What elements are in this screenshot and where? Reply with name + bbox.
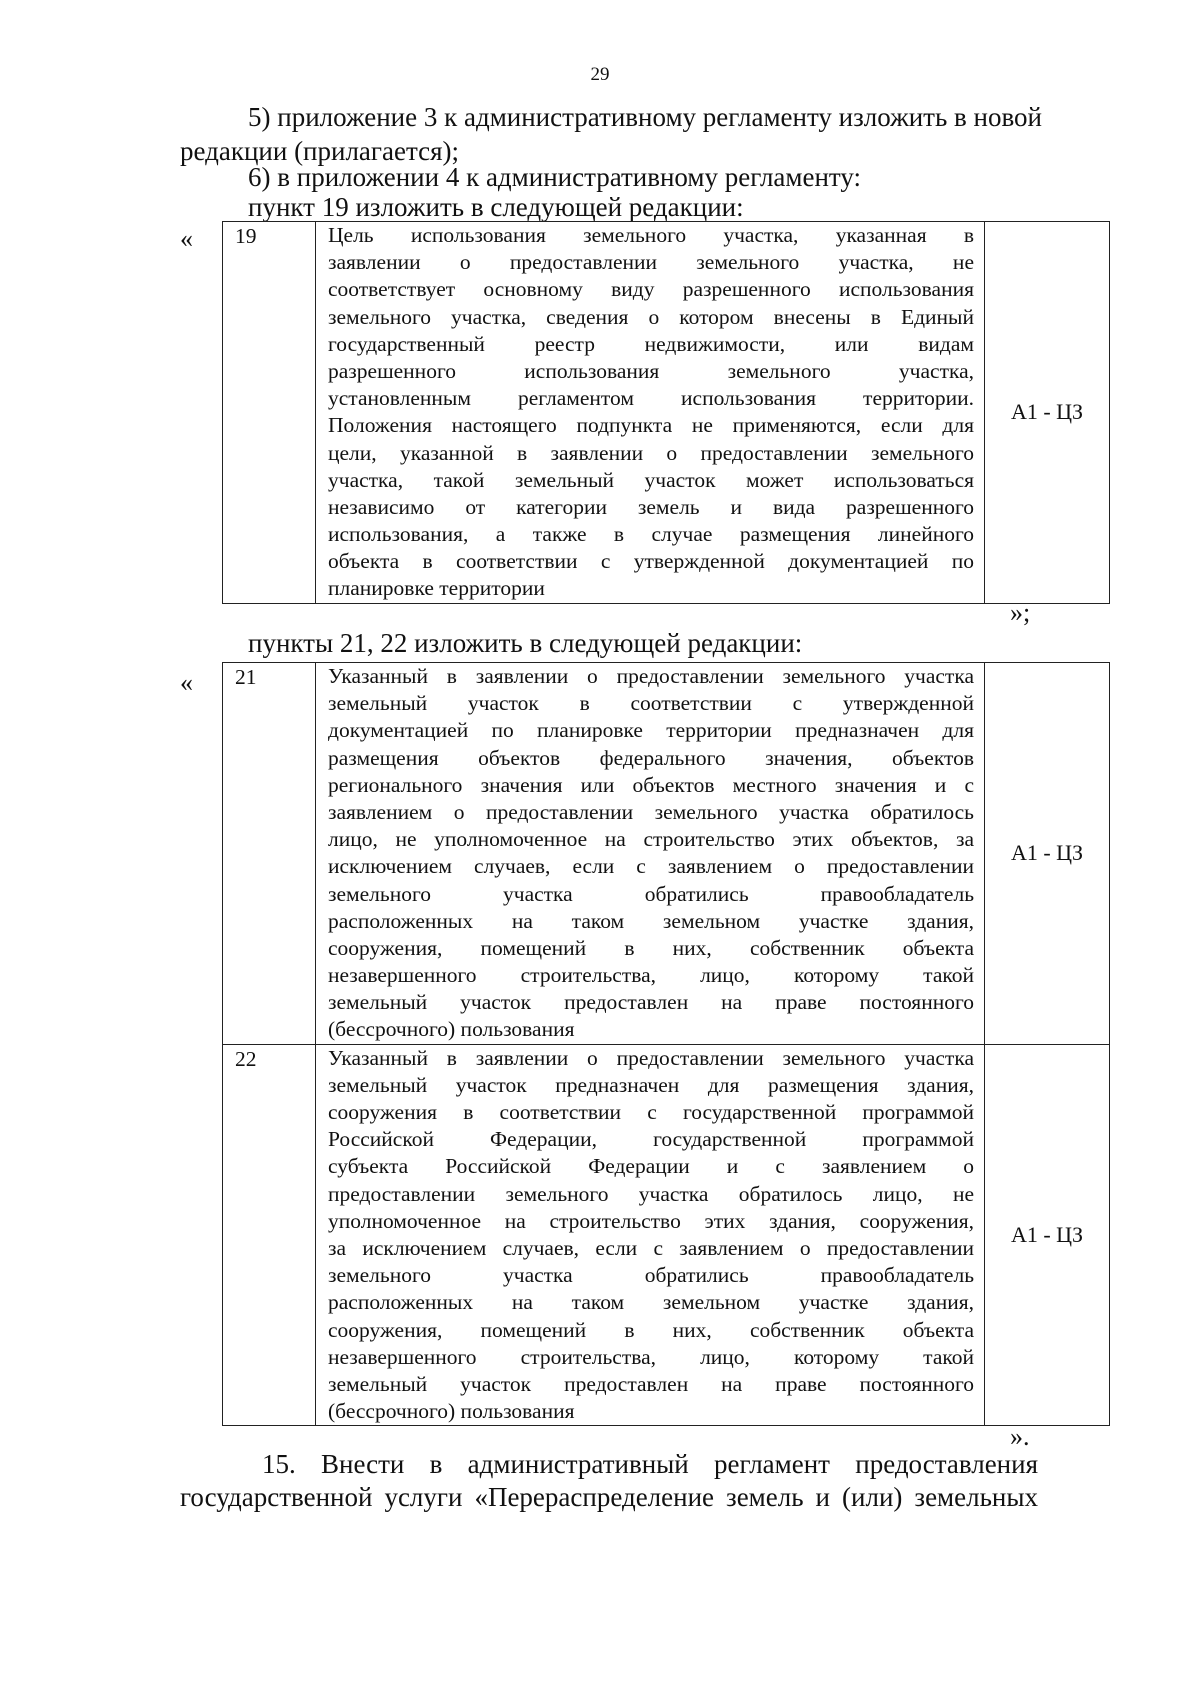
p19-intro: пункт 19 изложить в следующей редакции: bbox=[248, 192, 744, 222]
row-text bbox=[316, 1044, 985, 1426]
quote-close-2: ». bbox=[1010, 1422, 1030, 1451]
table-p21-22 bbox=[222, 662, 1110, 1426]
table-p19 bbox=[222, 221, 1110, 604]
text-line: предоставлении земельного участка обратилось лицо, не bbox=[328, 1181, 974, 1206]
text-line: исключением случаев, если с заявлением о предоставлении bbox=[328, 854, 974, 879]
text-line: государственный реестр недвижимости, или видам bbox=[328, 331, 974, 356]
row-code: А1 - ЦЗ bbox=[985, 663, 1110, 1045]
text-line: за исключением случаев, если с заявлением о предоставлении bbox=[328, 1235, 974, 1260]
row-number: 22 bbox=[223, 1044, 316, 1426]
text-line: (бессрочного) пользования bbox=[328, 1399, 575, 1424]
text-line: разрешенного использования земельного участка, bbox=[328, 358, 974, 383]
item5-line2: редакции (прилагается); bbox=[180, 136, 459, 166]
text-line: документацией по планировке территории предназначен для bbox=[328, 718, 974, 743]
text-line: расположенных на таком земельном участке здания, bbox=[328, 908, 974, 933]
text-line: размещения объектов федерального значения, объектов bbox=[328, 745, 974, 770]
item6-heading: 6) в приложении 4 к административному регламенту: bbox=[248, 162, 862, 192]
p21-22-intro: пункты 21, 22 изложить в следующей редакции: bbox=[248, 628, 803, 658]
text-line: незавершенного строительства, лицо, которому такой bbox=[328, 1344, 974, 1369]
text-line: установленным регламентом использования территории. bbox=[328, 386, 974, 411]
text-line: земельного участка обратились правообладатель bbox=[328, 881, 974, 906]
text-line: Цель использования земельного участка, указанная в bbox=[328, 223, 974, 247]
quote-open-2: « bbox=[180, 668, 193, 697]
row-number: 21 bbox=[223, 663, 316, 1045]
item15-line1: 15. Внести в административный регламент предоставления bbox=[262, 1449, 1038, 1479]
text-line: земельного участка, сведения о котором внесены в Единый bbox=[328, 304, 974, 329]
text-line: расположенных на таком земельном участке здания, bbox=[328, 1290, 974, 1315]
text-line: соответствует основному виду разрешенного использования bbox=[328, 277, 974, 302]
page-number: 29 bbox=[590, 64, 610, 85]
item15-line2: государственной услуги «Перераспределение земель и (или) земельных bbox=[180, 1482, 1038, 1512]
text-line: использования, а также в случае размещения линейного bbox=[328, 522, 974, 547]
text-line: участка, такой земельный участок может использоваться bbox=[328, 467, 974, 492]
text-line: объекта в соответствии с утвержденной документацией по bbox=[328, 549, 974, 574]
text-line: Российской Федерации, государственной программой bbox=[328, 1127, 974, 1152]
text-line: сооружения, помещений в них, собственник объекта bbox=[328, 935, 974, 960]
text-line: сооружения в соответствии с государственной программой bbox=[328, 1100, 974, 1124]
text-line: субъекта Российской Федерации и с заявлением о bbox=[328, 1154, 974, 1179]
table-row bbox=[223, 663, 1110, 1045]
text-line: Указанный в заявлении о предоставлении земельного участка bbox=[328, 1045, 974, 1070]
text-line: (бессрочного) пользования bbox=[328, 1017, 575, 1042]
text-line: независимо от категории земель и вида разрешенного bbox=[328, 494, 974, 519]
quote-close-1: »; bbox=[1010, 598, 1031, 627]
row-text bbox=[316, 222, 985, 604]
text-line: заявлении о предоставлении земельного участка, не bbox=[328, 250, 974, 275]
row-code: А1 - ЦЗ bbox=[985, 222, 1110, 604]
text-line: планировке территории bbox=[328, 576, 545, 601]
item5-line1: 5) приложение 3 к административному регламенту изложить в новой bbox=[248, 102, 1042, 132]
text-line: незавершенного строительства, лицо, которому такой bbox=[328, 963, 974, 988]
row-number: 19 bbox=[223, 222, 316, 604]
quote-open-1: « bbox=[180, 224, 193, 253]
row-text bbox=[316, 663, 985, 1045]
table-row bbox=[223, 1044, 1110, 1426]
text-line: земельный участок предназначен для размещения здания, bbox=[328, 1072, 974, 1097]
table-row bbox=[223, 222, 1110, 604]
text-line: регионального значения или объектов местного значения и с bbox=[328, 772, 974, 797]
text-line: земельный участок в соответствии с утвержденной bbox=[328, 691, 974, 716]
text-line: уполномоченное на строительство этих здания, сооружения, bbox=[328, 1208, 974, 1233]
text-line: земельного участка обратились правообладатель bbox=[328, 1263, 974, 1288]
text-line: земельный участок предоставлен на праве постоянного bbox=[328, 990, 974, 1015]
text-line: Указанный в заявлении о предоставлении земельного участка bbox=[328, 664, 974, 688]
text-line: цели, указанной в заявлении о предоставлении земельного bbox=[328, 440, 974, 465]
text-line: земельный участок предоставлен на праве постоянного bbox=[328, 1371, 974, 1396]
text-line: сооружения, помещений в них, собственник объекта bbox=[328, 1317, 974, 1342]
text-line: заявлением о предоставлении земельного участка обратилось bbox=[328, 799, 974, 824]
row-code: А1 - ЦЗ bbox=[985, 1044, 1110, 1426]
text-line: лицо, не уполномоченное на строительство этих объектов, за bbox=[328, 827, 974, 852]
text-line: Положения настоящего подпункта не применяются, если для bbox=[328, 413, 974, 438]
